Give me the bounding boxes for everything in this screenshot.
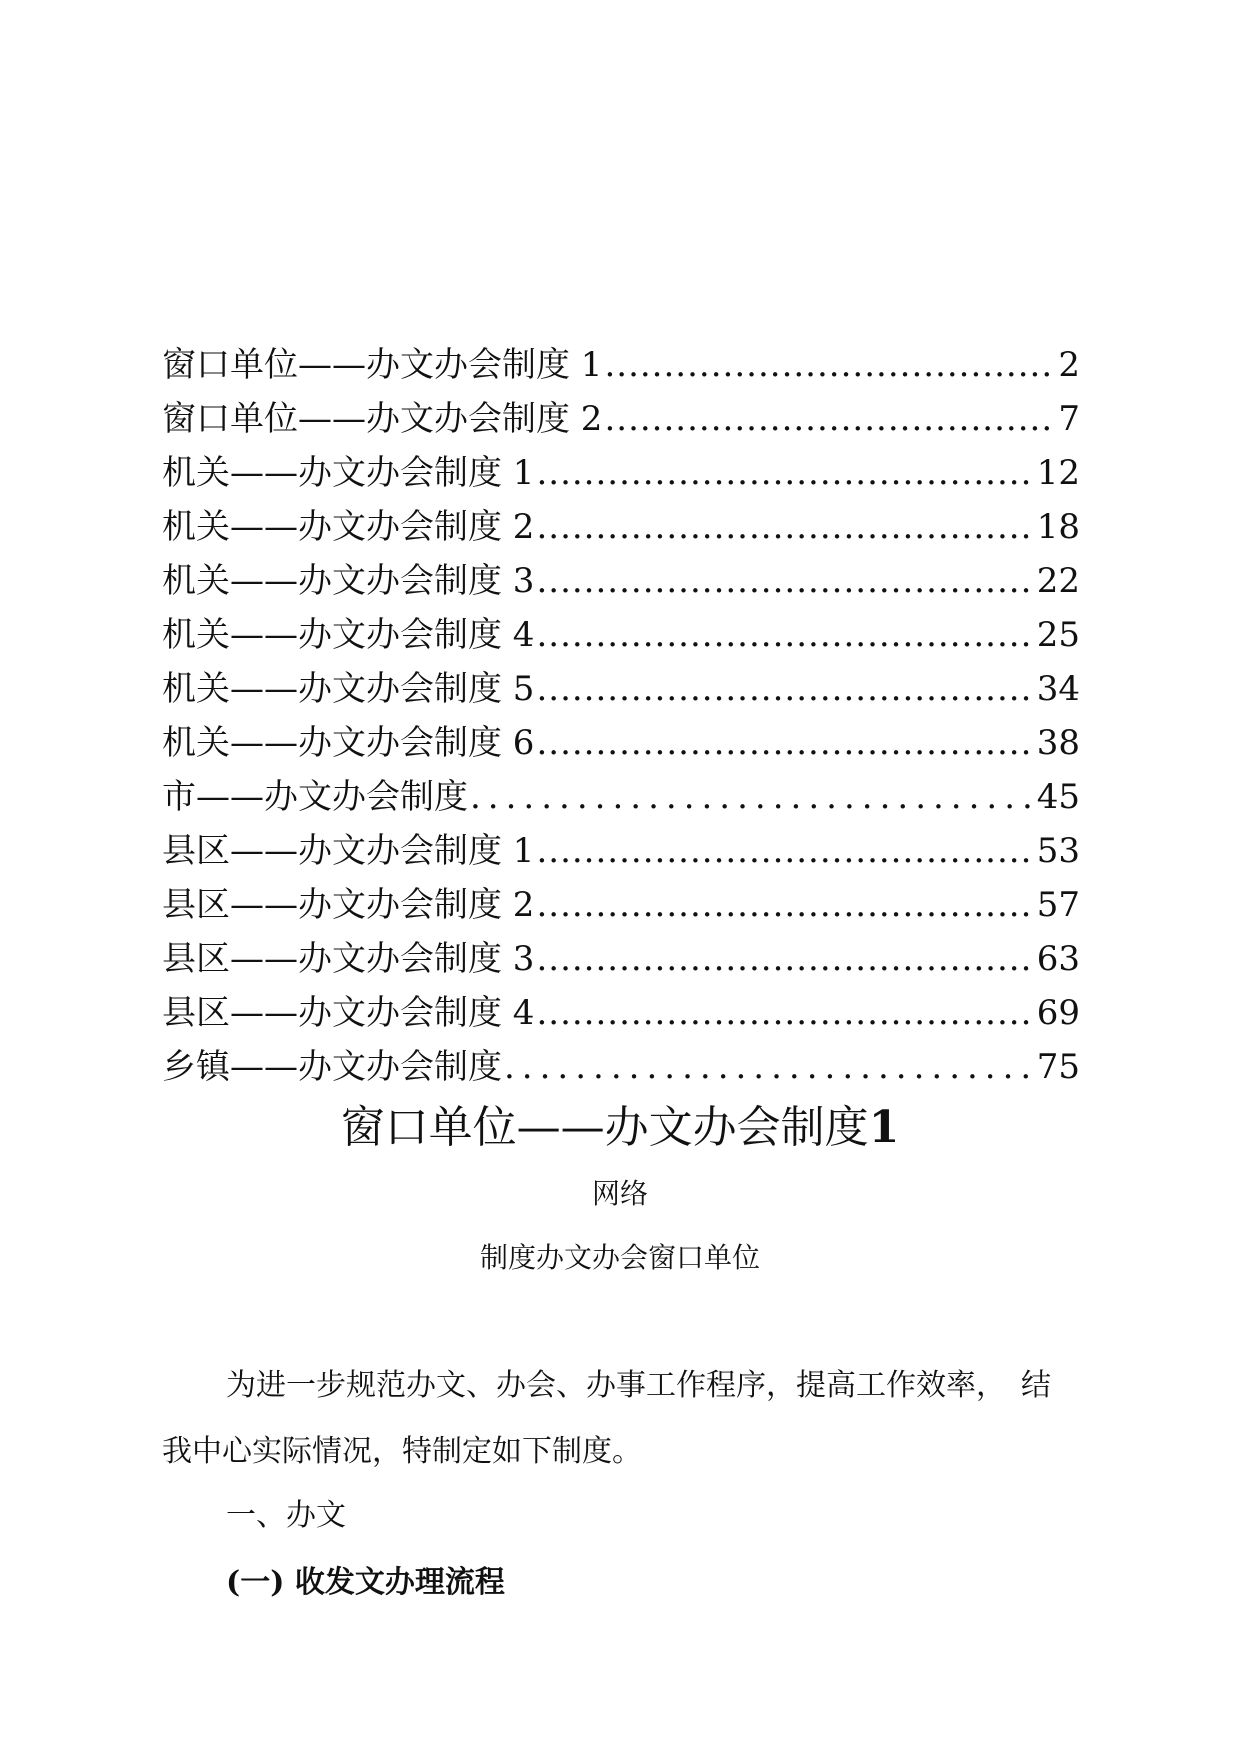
toc-entry[interactable] [162, 392, 1080, 446]
toc-entry[interactable] [162, 500, 1080, 554]
toc-entry-page: 7 [1058, 399, 1080, 439]
toc-entry[interactable] [162, 338, 1080, 392]
toc-entry-page: 45 [1036, 777, 1080, 817]
toc-entry[interactable] [162, 446, 1080, 500]
toc-entry-label: 机关——办文办会制度 6 [162, 723, 535, 763]
subsection-heading: (一) 收发文办理流程 [226, 1565, 505, 1600]
document-title [0, 1098, 1240, 1158]
intro-line-2: 我中心实际情况，特制定如下制度。 [162, 1434, 642, 1469]
toc-entry-page: 34 [1036, 669, 1080, 709]
toc-entry-label: 窗口单位——办文办会制度 2 [162, 399, 603, 439]
toc-entry-page: 18 [1036, 507, 1080, 547]
toc-entry-label: 机关——办文办会制度 3 [162, 561, 535, 601]
toc-entry-label: 县区——办文办会制度 4 [162, 993, 535, 1033]
toc-entry-label: 县区——办文办会制度 1 [162, 831, 535, 871]
toc-entry-label: 机关——办文办会制度 5 [162, 669, 535, 709]
toc-leader-dots [536, 446, 1034, 500]
toc-entry[interactable] [162, 554, 1080, 608]
toc-entry-label: 县区——办文办会制度 2 [162, 885, 535, 925]
toc-leader-dots [536, 878, 1034, 932]
toc-entry-page: 57 [1036, 885, 1080, 925]
toc-leader-dots [604, 392, 1056, 446]
toc-entry-page: 25 [1036, 615, 1080, 655]
toc-leader-dots [536, 500, 1034, 554]
toc-leader-dots [536, 932, 1034, 986]
table-of-contents [162, 338, 1080, 1094]
toc-entry-page: 53 [1036, 831, 1080, 871]
toc-leader-dots [504, 1040, 1035, 1094]
toc-leader-dots [536, 662, 1034, 716]
toc-entry-label: 机关——办文办会制度 2 [162, 507, 535, 547]
document-title-text: 窗口单位——办文办会制度 [340, 1102, 869, 1153]
toc-entry-label: 机关——办文办会制度 4 [162, 615, 535, 655]
toc-entry-label: 县区——办文办会制度 3 [162, 939, 535, 979]
toc-leader-dots [536, 824, 1034, 878]
toc-entry-page: 12 [1036, 453, 1080, 493]
toc-leader-dots [604, 338, 1056, 392]
toc-entry-page: 63 [1036, 939, 1080, 979]
toc-entry[interactable] [162, 1040, 1080, 1094]
toc-entry[interactable] [162, 770, 1080, 824]
toc-entry[interactable] [162, 824, 1080, 878]
toc-entry[interactable] [162, 932, 1080, 986]
toc-entry-label: 市——办文办会制度 [162, 777, 468, 817]
document-intro [162, 1353, 1080, 1485]
document-title-number: 1 [868, 1102, 900, 1153]
toc-entry[interactable] [162, 662, 1080, 716]
toc-entry[interactable] [162, 608, 1080, 662]
toc-leader-dots [536, 716, 1034, 770]
toc-entry-page: 38 [1036, 723, 1080, 763]
toc-entry-page: 75 [1036, 1047, 1080, 1087]
section-heading: 一、办文 [226, 1498, 346, 1533]
toc-leader-dots [470, 770, 1035, 824]
toc-entry[interactable] [162, 986, 1080, 1040]
intro-line-1: 为进一步规范办文、办会、办事工作程序，提高工作效率， 结 [226, 1368, 1051, 1403]
toc-entry[interactable] [162, 716, 1080, 770]
toc-entry-label: 窗口单位——办文办会制度 1 [162, 345, 603, 385]
document-source: 网络 [591, 1177, 648, 1210]
toc-entry-page: 22 [1036, 561, 1080, 601]
document-tags: 制度办文办会窗口单位 [479, 1241, 760, 1274]
toc-entry-label: 乡镇——办文办会制度 [162, 1047, 502, 1087]
toc-leader-dots [536, 986, 1034, 1040]
toc-leader-dots [536, 554, 1034, 608]
toc-leader-dots [536, 608, 1034, 662]
toc-entry-page: 2 [1058, 345, 1080, 385]
toc-entry-label: 机关——办文办会制度 1 [162, 453, 535, 493]
toc-entry[interactable] [162, 878, 1080, 932]
toc-entry-page: 69 [1036, 993, 1080, 1033]
